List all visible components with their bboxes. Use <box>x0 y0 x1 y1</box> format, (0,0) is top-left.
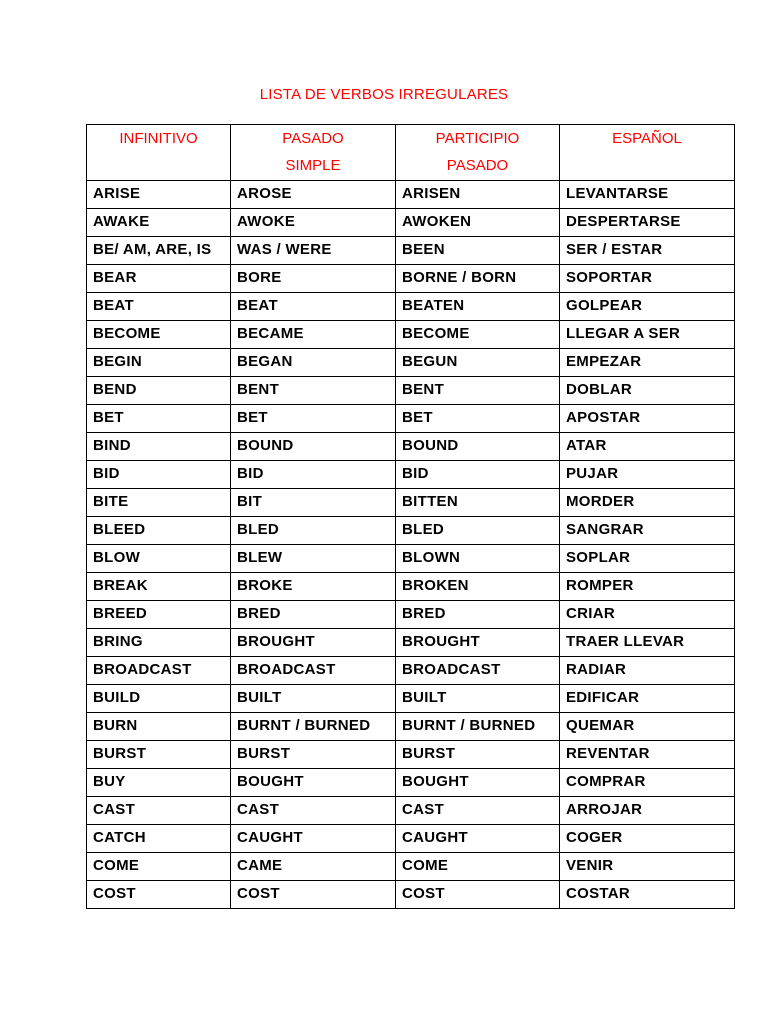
participio-pasado-cell: BRED <box>396 601 560 629</box>
participio-pasado-cell: BLOWN <box>396 545 560 573</box>
infinitivo-cell: BET <box>87 405 231 433</box>
pasado-simple-cell: BURNT / BURNED <box>231 713 396 741</box>
table-row <box>87 797 735 825</box>
espanol-cell: TRAER LLEVAR <box>560 629 735 657</box>
participio-pasado-cell: BEATEN <box>396 293 560 321</box>
pasado-simple-cell: CAME <box>231 853 396 881</box>
pasado-simple-cell: BID <box>231 461 396 489</box>
table-row <box>87 377 735 405</box>
participio-pasado-cell: BOUGHT <box>396 769 560 797</box>
pasado-simple-cell: BENT <box>231 377 396 405</box>
espanol-cell: SANGRAR <box>560 517 735 545</box>
pasado-simple-cell: CAST <box>231 797 396 825</box>
espanol-cell: APOSTAR <box>560 405 735 433</box>
infinitivo-cell: BUY <box>87 769 231 797</box>
espanol-cell: COMPRAR <box>560 769 735 797</box>
pasado-simple-cell: BOUGHT <box>231 769 396 797</box>
participio-pasado-cell: BITTEN <box>396 489 560 517</box>
participio-pasado-cell: BURST <box>396 741 560 769</box>
pasado-simple-cell: BOUND <box>231 433 396 461</box>
infinitivo-cell: BUILD <box>87 685 231 713</box>
table-row <box>87 489 735 517</box>
table-row <box>87 657 735 685</box>
pasado-simple-cell: WAS / WERE <box>231 237 396 265</box>
espanol-cell: SOPLAR <box>560 545 735 573</box>
infinitivo-cell: COME <box>87 853 231 881</box>
participio-pasado-cell: BENT <box>396 377 560 405</box>
participio-pasado-cell: BID <box>396 461 560 489</box>
table-row <box>87 629 735 657</box>
infinitivo-cell: CATCH <box>87 825 231 853</box>
espanol-cell: GOLPEAR <box>560 293 735 321</box>
table-row <box>87 349 735 377</box>
table-row <box>87 517 735 545</box>
table-row <box>87 181 735 209</box>
pasado-simple-cell: BEGAN <box>231 349 396 377</box>
pasado-simple-cell: BROUGHT <box>231 629 396 657</box>
espanol-cell: ARROJAR <box>560 797 735 825</box>
espanol-cell: EDIFICAR <box>560 685 735 713</box>
infinitivo-cell: BLEED <box>87 517 231 545</box>
espanol-cell: CRIAR <box>560 601 735 629</box>
table-row <box>87 265 735 293</box>
table-row <box>87 461 735 489</box>
infinitivo-cell: ARISE <box>87 181 231 209</box>
pasado-simple-cell: AROSE <box>231 181 396 209</box>
table-row <box>87 853 735 881</box>
participio-pasado-cell: BEGUN <box>396 349 560 377</box>
pasado-simple-cell: BROADCAST <box>231 657 396 685</box>
espanol-cell: RADIAR <box>560 657 735 685</box>
table-row <box>87 825 735 853</box>
infinitivo-cell: BID <box>87 461 231 489</box>
pasado-simple-cell: BLEW <box>231 545 396 573</box>
participio-pasado-cell: CAUGHT <box>396 825 560 853</box>
table-row <box>87 685 735 713</box>
participio-pasado-cell: BROADCAST <box>396 657 560 685</box>
verbs-table <box>86 124 735 909</box>
espanol-cell: ROMPER <box>560 573 735 601</box>
infinitivo-cell: BIND <box>87 433 231 461</box>
espanol-cell: SOPORTAR <box>560 265 735 293</box>
table-row <box>87 741 735 769</box>
participio-pasado-cell: BROUGHT <box>396 629 560 657</box>
pasado-simple-cell: BURST <box>231 741 396 769</box>
pasado-simple-cell: BET <box>231 405 396 433</box>
pasado-simple-cell: BECAME <box>231 321 396 349</box>
espanol-cell: VENIR <box>560 853 735 881</box>
participio-pasado-cell: BUILT <box>396 685 560 713</box>
espanol-cell: QUEMAR <box>560 713 735 741</box>
header-row <box>87 125 735 181</box>
infinitivo-cell: BECOME <box>87 321 231 349</box>
participio-pasado-cell: BET <box>396 405 560 433</box>
pasado-simple-cell: BRED <box>231 601 396 629</box>
header-infinitivo: INFINITIVO <box>87 125 231 181</box>
infinitivo-cell: BEAR <box>87 265 231 293</box>
document-title: LISTA DE VERBOS IRREGULARES <box>259 86 509 103</box>
infinitivo-cell: BRING <box>87 629 231 657</box>
infinitivo-cell: BLOW <box>87 545 231 573</box>
participio-pasado-cell: BEEN <box>396 237 560 265</box>
infinitivo-cell: BE/ AM, ARE, IS <box>87 237 231 265</box>
espanol-cell: LLEGAR A SER <box>560 321 735 349</box>
espanol-cell: PUJAR <box>560 461 735 489</box>
participio-pasado-cell: BROKEN <box>396 573 560 601</box>
pasado-simple-cell: CAUGHT <box>231 825 396 853</box>
infinitivo-cell: BURN <box>87 713 231 741</box>
espanol-cell: DOBLAR <box>560 377 735 405</box>
infinitivo-cell: BEGIN <box>87 349 231 377</box>
infinitivo-cell: BROADCAST <box>87 657 231 685</box>
header-participio-pasado: PARTICIPIO PASADO <box>396 125 560 181</box>
participio-pasado-cell: ARISEN <box>396 181 560 209</box>
espanol-cell: DESPERTARSE <box>560 209 735 237</box>
pasado-simple-cell: BLED <box>231 517 396 545</box>
table-row <box>87 545 735 573</box>
infinitivo-cell: BREED <box>87 601 231 629</box>
participio-pasado-cell: BORNE / BORN <box>396 265 560 293</box>
infinitivo-cell: BURST <box>87 741 231 769</box>
table-row <box>87 713 735 741</box>
pasado-simple-cell: AWOKE <box>231 209 396 237</box>
pasado-simple-cell: BIT <box>231 489 396 517</box>
pasado-simple-cell: BUILT <box>231 685 396 713</box>
espanol-cell: EMPEZAR <box>560 349 735 377</box>
table-row <box>87 405 735 433</box>
infinitivo-cell: AWAKE <box>87 209 231 237</box>
participio-pasado-cell: CAST <box>396 797 560 825</box>
pasado-simple-cell: COST <box>231 881 396 909</box>
infinitivo-cell: COST <box>87 881 231 909</box>
table-row <box>87 321 735 349</box>
pasado-simple-cell: BEAT <box>231 293 396 321</box>
participio-pasado-cell: BOUND <box>396 433 560 461</box>
espanol-cell: LEVANTARSE <box>560 181 735 209</box>
participio-pasado-cell: COST <box>396 881 560 909</box>
pasado-simple-cell: BORE <box>231 265 396 293</box>
table-row <box>87 293 735 321</box>
infinitivo-cell: CAST <box>87 797 231 825</box>
espanol-cell: REVENTAR <box>560 741 735 769</box>
table-row <box>87 237 735 265</box>
espanol-cell: ATAR <box>560 433 735 461</box>
participio-pasado-cell: BURNT / BURNED <box>396 713 560 741</box>
table-row <box>87 433 735 461</box>
participio-pasado-cell: BLED <box>396 517 560 545</box>
espanol-cell: SER / ESTAR <box>560 237 735 265</box>
participio-pasado-cell: AWOKEN <box>396 209 560 237</box>
table-row <box>87 601 735 629</box>
pasado-simple-cell: BROKE <box>231 573 396 601</box>
infinitivo-cell: BEND <box>87 377 231 405</box>
participio-pasado-cell: BECOME <box>396 321 560 349</box>
header-espanol: ESPAÑOL <box>560 125 735 181</box>
table-row <box>87 769 735 797</box>
table-row <box>87 573 735 601</box>
espanol-cell: COGER <box>560 825 735 853</box>
header-pasado-simple: PASADO SIMPLE <box>231 125 396 181</box>
participio-pasado-cell: COME <box>396 853 560 881</box>
infinitivo-cell: BITE <box>87 489 231 517</box>
table-row <box>87 209 735 237</box>
table-row <box>87 881 735 909</box>
espanol-cell: MORDER <box>560 489 735 517</box>
infinitivo-cell: BEAT <box>87 293 231 321</box>
infinitivo-cell: BREAK <box>87 573 231 601</box>
espanol-cell: COSTAR <box>560 881 735 909</box>
